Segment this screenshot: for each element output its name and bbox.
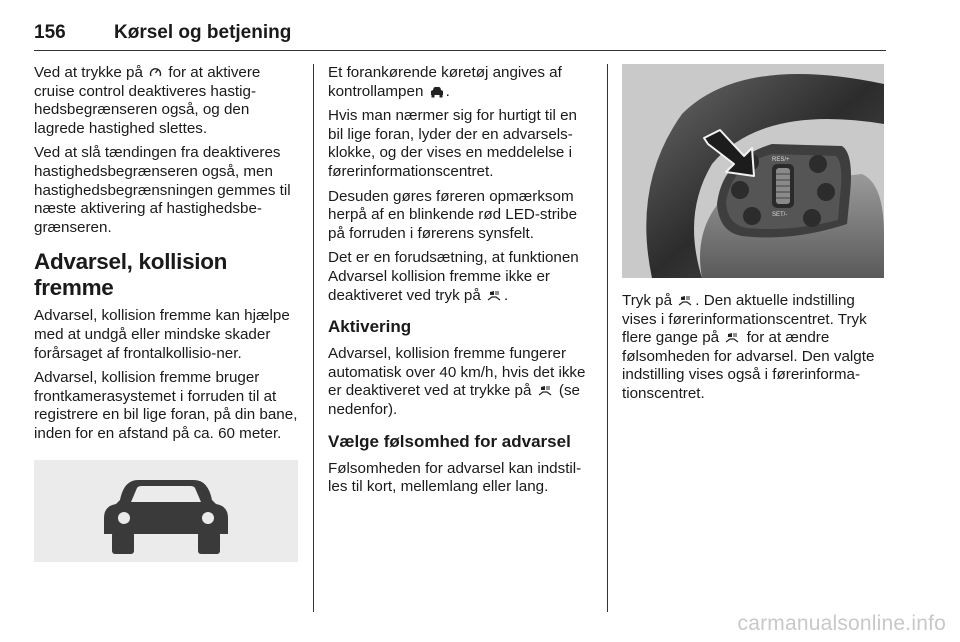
paragraph: Advarsel, kollision fremme bruger frontkamerasystemet i forruden til at registrere en bil lige foran, på din bane, inden for en afstand på ca. 60 meter. <box>34 369 298 442</box>
paragraph: Desuden gøres føreren opmærksom herpå af en blinkende rød LED-stribe på forruden i førerens synsfelt. <box>328 187 578 242</box>
res-button-label: RES/+ <box>772 157 790 163</box>
paragraph: Det er en forudsætning, at funktionen Advarsel kollision fremme ikke er deaktiveret ved tryk på . <box>328 249 579 304</box>
column-2 <box>328 64 594 503</box>
column-1 <box>34 64 300 450</box>
watermark: carmanualsonline.info <box>737 612 946 635</box>
steering-wheel-illustration <box>622 64 884 278</box>
column-divider <box>607 64 608 612</box>
paragraph: Et forankørende køretøj angives af kontrollampen . <box>328 64 562 100</box>
paragraph: Advarsel, kollision fremme fungerer automatisk over 40 km/h, hvis det ikke er deaktiveret ved at trykke på (se nedenfor). <box>328 345 586 418</box>
paragraph: Ved at trykke på for at aktivere cruise control deaktiveres hastig-hedsbegrænseren også, og den lagrede hastighed slettes. <box>34 64 261 137</box>
page-title: Kørsel og betjening <box>114 22 292 43</box>
collision-alert-button-icon <box>538 385 553 397</box>
vehicle-ahead-indicator-figure <box>34 460 298 562</box>
collision-alert-button-icon <box>678 295 693 307</box>
vehicle-ahead-icon <box>34 460 298 562</box>
section-heading: Advarsel, kollision fremme <box>34 249 228 301</box>
collision-alert-button-icon <box>487 290 502 302</box>
collision-alert-button-icon <box>725 332 740 344</box>
column-3 <box>622 292 888 410</box>
subsection-heading: Aktivering <box>328 317 412 337</box>
column-divider <box>313 64 314 612</box>
paragraph: Advarsel, kollision fremme kan hjælpe med at undgå eller mindske skader forårsaget af frontalkollisio-ner. <box>34 307 290 362</box>
cruise-control-icon <box>149 66 162 79</box>
paragraph: Følsomheden for advarsel kan indstil-les til kort, mellemlang eller lang. <box>328 459 582 496</box>
page-header <box>34 20 886 51</box>
page-number: 156 <box>34 22 66 43</box>
vehicle-ahead-icon <box>430 86 444 98</box>
steering-wheel-figure <box>622 64 884 278</box>
paragraph: Ved at slå tændingen fra deaktiveres hastighedsbegrænseren også, men hastighedsbegrænsningen gemmes til næste aktivering af hastighedsbe-grænseren. <box>34 144 291 236</box>
set-button-label: SET/- <box>772 212 788 218</box>
paragraph: Hvis man nærmer sig for hurtigt til en bil lige foran, lyder der en advarsels-klokke, og der vises en meddelelse i førerinformationscentret. <box>328 107 577 180</box>
subsection-heading: Vælge følsomhed for advarsel <box>328 431 571 451</box>
paragraph: Tryk på . Den aktuelle indstilling vises i førerinformationscentret. Tryk flere gange på for at ændre følsomheden for advarsel. Den valgte indstilling vises også i førerinforma-tionscentret. <box>622 292 875 402</box>
